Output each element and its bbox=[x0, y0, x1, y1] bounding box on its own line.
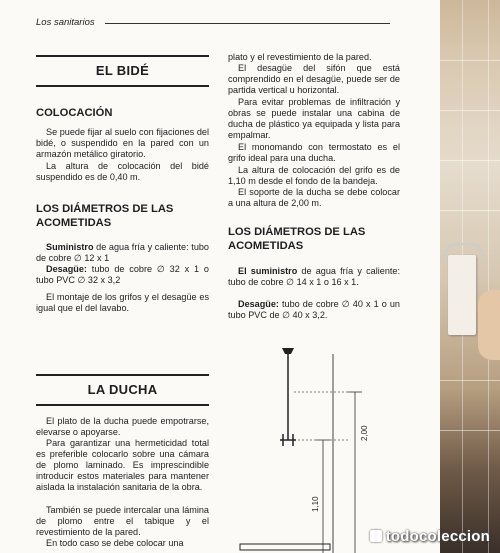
ducha-paragraph-3: También se puede intercalar una lámina de plomo entre el tabique y el revestimiento de la pared. bbox=[36, 505, 209, 538]
header-rule bbox=[105, 23, 390, 24]
right-paragraph-2: Para evitar problemas de infiltración y obras se puede instalar una cabina de ducha de plástico ya equipada y lista para empalmar. bbox=[228, 97, 400, 141]
colocacion-paragraph-1: Se puede fijar al suelo con fijaciones del bidé, o suspendido en la pared con un armazón metálico giratorio. bbox=[36, 127, 209, 160]
colocacion-title: COLOCACIÓN bbox=[36, 107, 113, 119]
colocacion-paragraph-2: La altura de colocación del bidé suspendido es de 0,40 m. bbox=[36, 161, 209, 183]
label-200: 2,00 bbox=[360, 425, 369, 441]
shower-head-icon bbox=[282, 348, 294, 354]
ducha-paragraph-1: El plato de la ducha puede empotrarse, elevarse o apoyarse. bbox=[36, 416, 209, 438]
ducha-title: LA DUCHA bbox=[36, 374, 209, 406]
suministro-bide: Suministro de agua fría y caliente: tubo de cobre ∅ 12 x 1 bbox=[36, 242, 209, 264]
shower-height-diagram bbox=[228, 334, 440, 553]
right-paragraph-0: plato y el revestimiento de la pared. bbox=[228, 52, 372, 62]
right-paragraph-1: El desagüe del sifón que está comprendido en el desagüe, puede ser de partida vertical u horizontal. bbox=[228, 63, 400, 96]
ducha-paragraph-2: Para garantizar una hermeticidad total es preferible colocarlo sobre una cámara de plomo laminado. Es imprescindible introducir estos materiales para mantener aislada la instalación sanitaria de la obra. bbox=[36, 438, 209, 493]
diametros-title-left: LOS DIÁMETROS DE LAS ACOMETIDAS bbox=[36, 203, 174, 229]
section-header: Los sanitarios bbox=[36, 17, 95, 28]
bide-title: EL BIDÉ bbox=[36, 55, 209, 87]
desague-ducha: Desagüe: tubo de cobre ∅ 40 x 1 o un tubo PVC de ∅ 40 x 3,2. bbox=[228, 299, 400, 321]
label-110: 1,10 bbox=[311, 496, 320, 512]
watermark: todocoleccion bbox=[370, 528, 490, 545]
right-paragraph-4: La altura de colocación del grifo es de 1,10 m desde el fondo de la bandeja. bbox=[228, 165, 400, 187]
right-paragraph-3: El monomando con termostato es el grifo ideal para una ducha. bbox=[228, 142, 400, 164]
montaje-paragraph: El montaje de los grifos y el desagüe es igual que el del lavabo. bbox=[36, 292, 209, 314]
watermark-logo-icon bbox=[370, 530, 382, 542]
shower-tray bbox=[240, 544, 330, 550]
ducha-paragraph-4: En todo caso se debe colocar una bbox=[46, 538, 184, 548]
diametros-title-right: LOS DIÁMETROS DE LAS ACOMETIDAS bbox=[228, 226, 366, 252]
towel bbox=[448, 255, 476, 335]
bidet-fixture bbox=[478, 290, 500, 360]
desague-bide: Desagüe: tubo de cobre ∅ 32 x 1 o tubo PVC ∅ 32 x 3,2 bbox=[36, 264, 209, 286]
bathroom-photo bbox=[440, 0, 500, 553]
right-paragraph-5: El soporte de la ducha se debe colocar a una altura de 2,00 m. bbox=[228, 187, 400, 209]
suministro-ducha: El suministro de agua fría y caliente: tubo de cobre ∅ 14 x 1 o 16 x 1. bbox=[228, 266, 400, 288]
